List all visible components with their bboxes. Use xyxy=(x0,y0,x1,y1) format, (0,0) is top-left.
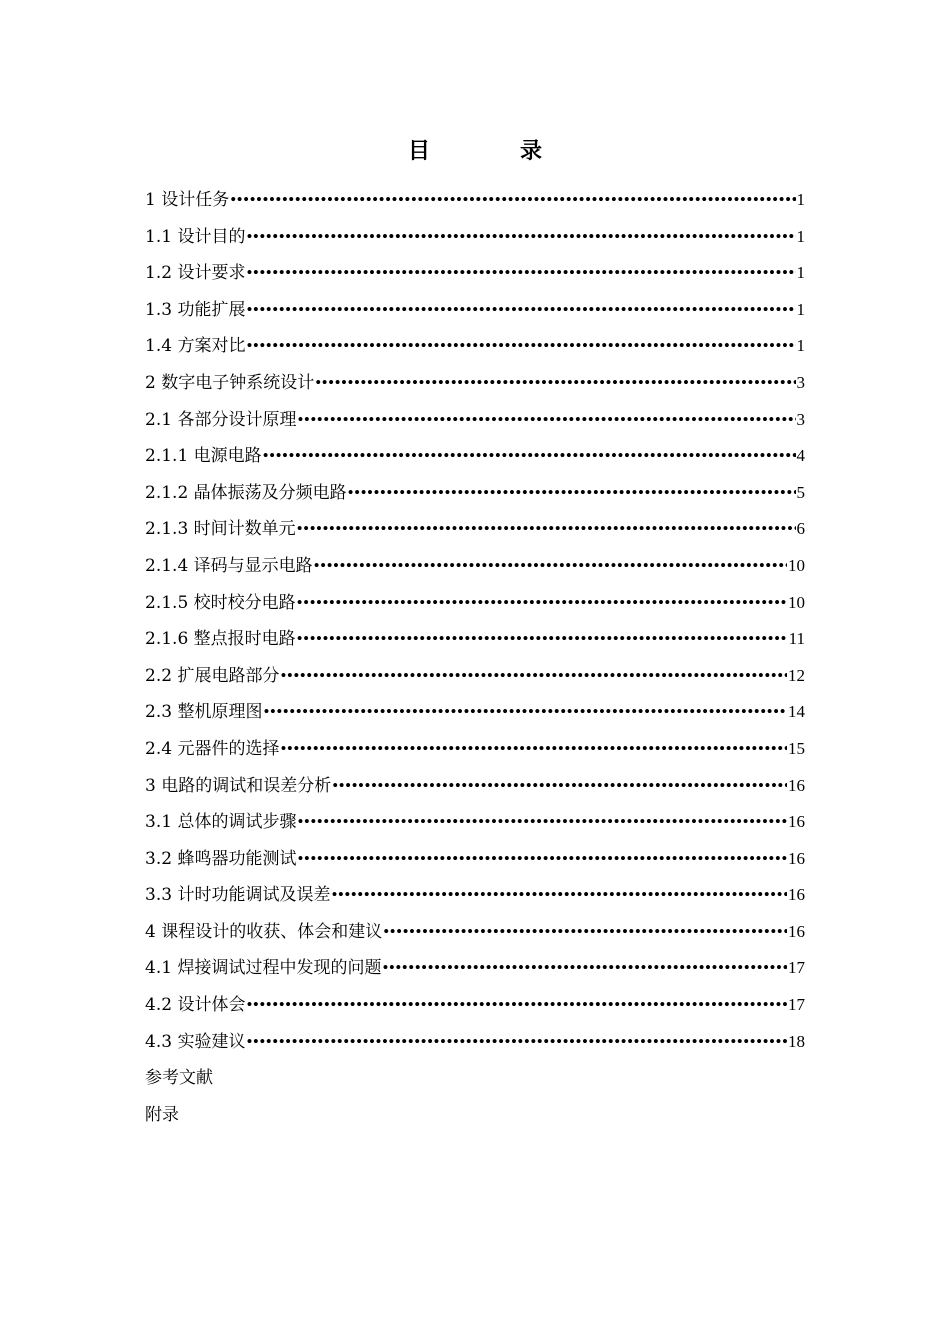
toc-entry xyxy=(145,731,805,768)
toc-entry-page-number: 17 xyxy=(788,995,805,1015)
toc-dot-leader xyxy=(348,475,796,512)
toc-entry xyxy=(145,950,805,987)
toc-entry-page-number: 16 xyxy=(788,921,805,941)
toc-dot-leader xyxy=(280,731,787,768)
toc-entry xyxy=(145,219,805,256)
toc-dot-leader xyxy=(246,328,795,365)
toc-entry-label: 2.1.1 电源电路 xyxy=(145,446,262,467)
toc-entry xyxy=(145,694,805,731)
toc-entry-page-number: 1 xyxy=(796,299,805,319)
toc-entry-page-number: 6 xyxy=(796,519,805,539)
toc-entry-label: 3.3 计时功能调试及误差 xyxy=(145,885,331,906)
toc-dot-leader xyxy=(297,804,787,841)
toc-entry-label: 参考文献 xyxy=(145,1068,213,1089)
toc-entry-label: 1 设计任务 xyxy=(145,190,230,210)
toc-dot-leader xyxy=(230,182,795,219)
toc-dot-leader xyxy=(297,621,788,658)
toc-entry-page-number: 1 xyxy=(796,226,805,246)
toc-dot-leader xyxy=(383,914,787,951)
toc-dot-leader xyxy=(246,987,787,1024)
toc-dot-leader xyxy=(332,768,787,805)
toc-entry-page-number: 16 xyxy=(788,775,805,795)
toc-entry xyxy=(145,292,805,329)
toc-entry-page-number: 11 xyxy=(788,629,805,649)
toc-entry-page-number: 10 xyxy=(788,555,805,575)
toc-entry xyxy=(145,658,805,695)
toc-entry-label: 2 数字电子钟系统设计 xyxy=(145,372,315,393)
toc-entry xyxy=(145,402,805,439)
toc-entry-label: 2.2 扩展电路部分 xyxy=(145,665,280,686)
toc-entry xyxy=(145,365,805,402)
toc-entry xyxy=(145,511,805,548)
toc-entry-page-number: 1 xyxy=(796,190,805,209)
toc-entry-label: 3 电路的调试和误差分析 xyxy=(145,775,332,796)
toc-entry xyxy=(145,877,805,914)
toc-entry xyxy=(145,182,805,219)
toc-entry-page-number: 12 xyxy=(788,665,805,685)
toc-entry-label: 4.1 焊接调试过程中发现的问题 xyxy=(145,958,382,979)
toc-entry-label: 2.1.4 译码与显示电路 xyxy=(145,555,313,576)
toc-dot-leader xyxy=(246,292,795,329)
toc-entry xyxy=(145,475,805,512)
toc-entry-page-number: 10 xyxy=(788,592,805,612)
toc-entry xyxy=(145,548,805,585)
toc-entry xyxy=(145,438,805,475)
toc-dot-leader xyxy=(263,438,796,475)
toc-entry xyxy=(145,987,805,1024)
toc-entry-page-number: 5 xyxy=(796,482,805,502)
toc-entry-page-number: 16 xyxy=(788,885,805,905)
toc-entry-label: 附录 xyxy=(145,1104,179,1125)
toc-entry-label: 4.3 实验建议 xyxy=(145,1031,246,1052)
toc-entry-page-number: 3 xyxy=(796,409,805,429)
toc-entry-label: 1.1 设计目的 xyxy=(145,226,246,247)
toc-dot-leader xyxy=(297,585,787,622)
toc-entry-label: 2.3 整机原理图 xyxy=(145,702,263,723)
toc-dot-leader xyxy=(297,402,795,439)
toc-entry-page-number: 15 xyxy=(788,738,805,758)
toc-entry-page-number: 18 xyxy=(788,1031,805,1051)
toc-dot-leader xyxy=(263,694,787,731)
toc-entry xyxy=(145,1097,805,1134)
toc-entry xyxy=(145,1024,805,1061)
toc-dot-leader xyxy=(246,1024,787,1061)
toc-entry-label: 3.1 总体的调试步骤 xyxy=(145,812,297,833)
toc-dot-leader xyxy=(246,255,795,292)
toc-entry xyxy=(145,914,805,951)
toc-entry xyxy=(145,1060,805,1097)
toc-entry xyxy=(145,841,805,878)
toc-entry-label: 1.4 方案对比 xyxy=(145,336,246,357)
toc-entry-label: 2.1.3 时间计数单元 xyxy=(145,519,296,540)
toc-entry-label: 1.3 功能扩展 xyxy=(145,299,246,320)
toc-entry-label: 1.2 设计要求 xyxy=(145,263,246,284)
toc-dot-leader xyxy=(246,219,795,256)
toc-entry-page-number: 16 xyxy=(788,812,805,832)
toc-entry-page-number: 3 xyxy=(796,372,805,392)
toc-entry-label: 4.2 设计体会 xyxy=(145,995,246,1016)
toc-entry xyxy=(145,804,805,841)
toc-entry xyxy=(145,768,805,805)
toc-dot-leader xyxy=(315,365,795,402)
toc-entry-label: 2.1.6 整点报时电路 xyxy=(145,629,296,650)
toc-entry-label: 2.1 各部分设计原理 xyxy=(145,409,297,430)
toc-entry-label: 2.4 元器件的选择 xyxy=(145,738,280,759)
toc-title: 目 录 xyxy=(407,138,576,164)
toc-entry-page-number: 4 xyxy=(796,446,805,466)
toc-entry xyxy=(145,621,805,658)
toc-entry-page-number: 1 xyxy=(796,263,805,283)
toc-entry xyxy=(145,585,805,622)
toc-entry-label: 2.1.2 晶体振荡及分频电路 xyxy=(145,482,347,503)
toc-entry-page-number: 17 xyxy=(788,958,805,978)
toc-dot-leader xyxy=(314,548,787,585)
toc-dot-leader xyxy=(297,841,787,878)
toc-dot-leader xyxy=(297,511,796,548)
toc-entry-page-number: 1 xyxy=(796,336,805,356)
toc-entry-page-number: 16 xyxy=(788,848,805,868)
toc-entry-page-number: 14 xyxy=(788,702,805,722)
toc-entry-label: 3.2 蜂鸣器功能测试 xyxy=(145,848,297,869)
toc-dot-leader xyxy=(280,658,787,695)
toc-dot-leader xyxy=(331,877,787,914)
toc-entry xyxy=(145,255,805,292)
toc-entry xyxy=(145,328,805,365)
toc-dot-leader xyxy=(382,950,787,987)
toc-entry-label: 2.1.5 校时校分电路 xyxy=(145,592,296,613)
toc-list xyxy=(145,182,805,1133)
toc-entry-label: 4 课程设计的收获、体会和建议 xyxy=(145,921,383,942)
